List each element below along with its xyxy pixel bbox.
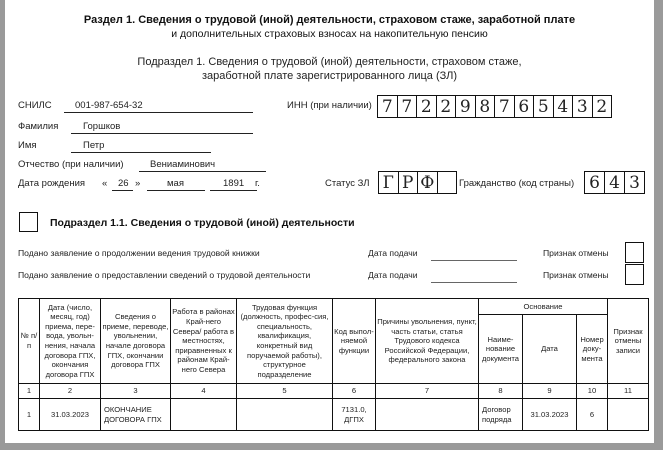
cell-doc-name: Договор подряда [479, 399, 523, 431]
inn-cell: 7 [381, 96, 393, 117]
surname-value: Горшков [83, 121, 121, 132]
header-doc-number: Номер доку-мента [577, 315, 608, 384]
inn-boxes [377, 95, 612, 118]
header-code: Код выпол-няемой функции [333, 299, 376, 384]
snils-underline [64, 112, 253, 113]
workbook-date-label: Дата подачи [368, 248, 418, 258]
header-info: Сведения о приеме, переводе, увольнении, начале договора ГПХ, окончании договора ГПХ [101, 299, 171, 384]
inn-cell: 8 [475, 96, 495, 117]
surname-underline [71, 133, 253, 134]
cell-north [171, 399, 237, 431]
cell-code: 7131.0, ДГПХ [333, 399, 376, 431]
subsection-checkbox[interactable] [19, 212, 38, 232]
cell-reason [376, 399, 479, 431]
cell-cancel [608, 399, 649, 431]
column-number: 6 [333, 384, 376, 399]
activity-table [18, 298, 649, 431]
subsection11-title: Подраздел 1.1. Сведения о трудовой (иной) деятельности [50, 217, 355, 229]
workbook-cancel-checkbox[interactable] [625, 242, 644, 263]
table-row [19, 399, 649, 431]
section-title-line2: и дополнительных страховых взносах на накопительную пенсию [171, 28, 488, 40]
name-value: Петр [83, 140, 105, 151]
birth-day-underline [112, 190, 133, 191]
name-underline [71, 152, 211, 153]
patronymic-label: Отчество (при наличии) [18, 159, 124, 170]
inn-cell: 7 [494, 96, 514, 117]
birth-open-quote: « [102, 178, 108, 189]
header-north: Работа в районах Край-него Севера/ работа в местностях, приравненных к районам Край-него Севера [171, 299, 237, 384]
name-label: Имя [18, 140, 37, 151]
birth-year-underline [210, 190, 257, 191]
inn-cell: 5 [533, 96, 553, 117]
cell-function [237, 399, 333, 431]
header-basis: Основание [479, 299, 608, 315]
snils-label: СНИЛС [18, 100, 52, 111]
column-number: 3 [101, 384, 171, 399]
column-number: 8 [479, 384, 523, 399]
cell-info: ОКОНЧАНИЕ ДОГОВОРА ГПХ [101, 399, 171, 431]
inn-cell: 2 [436, 96, 456, 117]
info-statement-label: Подано заявление о предоставлении сведений о трудовой деятельности [18, 270, 311, 280]
inn-label: ИНН (при наличии) [287, 100, 372, 111]
status-cell: Ф [417, 172, 437, 193]
inn-cell: 6 [514, 96, 534, 117]
header-reason: Причины увольнения, пункт, часть статьи, статья Трудового кодекса Российской Федерации, федерального закона [376, 299, 479, 384]
column-numbers-row [19, 384, 649, 399]
header-function: Трудовая функция (должность, профес-сия, специальность, квалификация, конкретный вид поручаемой работы), структурное подразделение [237, 299, 333, 384]
citizenship-label: Гражданство (код страны) [459, 178, 575, 189]
workbook-cancel-label: Признак отмены [543, 248, 609, 258]
workbook-date-field[interactable] [431, 260, 517, 261]
info-date-field[interactable] [431, 282, 517, 283]
surname-label: Фамилия [18, 121, 59, 132]
column-number: 9 [523, 384, 577, 399]
info-cancel-checkbox[interactable] [625, 264, 644, 285]
workbook-statement-label: Подано заявление о продолжении ведения трудовой книжки [18, 248, 260, 258]
citizenship-cell: 4 [604, 172, 624, 193]
status-cell: Г [382, 172, 394, 193]
snils-value: 001-987-654-32 [75, 100, 143, 111]
column-number: 1 [19, 384, 40, 399]
header-date: Дата (число, месяц, год) приема, пере-вода, увольн-нения, начала договора ГПХ, окончания договора ГПХ [40, 299, 101, 384]
header-number: № п/п [19, 299, 40, 384]
inn-cell: 2 [592, 96, 612, 117]
birth-day: 26 [118, 178, 129, 189]
inn-cell: 7 [397, 96, 417, 117]
column-number: 10 [577, 384, 608, 399]
birth-month: мая [167, 178, 184, 189]
inn-cell: 9 [455, 96, 475, 117]
cell-doc-date: 31.03.2023 [523, 399, 577, 431]
citizenship-cell: 6 [589, 172, 600, 193]
subsection-title-line2: заработной плате зарегистрированного лица (ЗЛ) [201, 70, 458, 82]
status-boxes [378, 171, 457, 194]
column-number: 7 [376, 384, 479, 399]
patronymic-underline [139, 171, 266, 172]
birth-label: Дата рождения [18, 178, 86, 189]
birth-month-underline [147, 190, 205, 191]
column-number: 5 [237, 384, 333, 399]
cell-number: 1 [19, 399, 40, 431]
status-cell [437, 172, 457, 193]
inn-cell: 2 [416, 96, 436, 117]
cell-doc-number: 6 [577, 399, 608, 431]
section-title-line1: Раздел 1. Сведения о трудовой (иной) деятельности, страховом стаже, заработной плате [83, 14, 576, 26]
header-cancel: Признак отмены записи [608, 299, 649, 384]
citizenship-cell: 3 [624, 172, 644, 193]
column-number: 2 [40, 384, 101, 399]
patronymic-value: Вениаминович [150, 159, 216, 170]
info-cancel-label: Признак отмены [543, 270, 609, 280]
column-number: 4 [171, 384, 237, 399]
birth-year-suffix: г. [255, 178, 260, 189]
form-page [5, 0, 654, 443]
status-cell: Р [398, 172, 418, 193]
birth-close-quote: » [135, 178, 141, 189]
header-doc-name: Наиме-нование документа [479, 315, 523, 384]
inn-cell: 4 [553, 96, 573, 117]
status-label: Статус ЗЛ [325, 178, 370, 189]
birth-year: 1891 [223, 178, 245, 189]
cell-date: 31.03.2023 [40, 399, 101, 431]
info-date-label: Дата подачи [368, 270, 418, 280]
column-number: 11 [608, 384, 649, 399]
subsection-title-line1: Подраздел 1. Сведения о трудовой (иной) деятельности, страховом стаже, [137, 56, 522, 68]
header-doc-date: Дата [523, 315, 577, 384]
citizenship-boxes [584, 171, 645, 194]
inn-cell: 3 [572, 96, 592, 117]
